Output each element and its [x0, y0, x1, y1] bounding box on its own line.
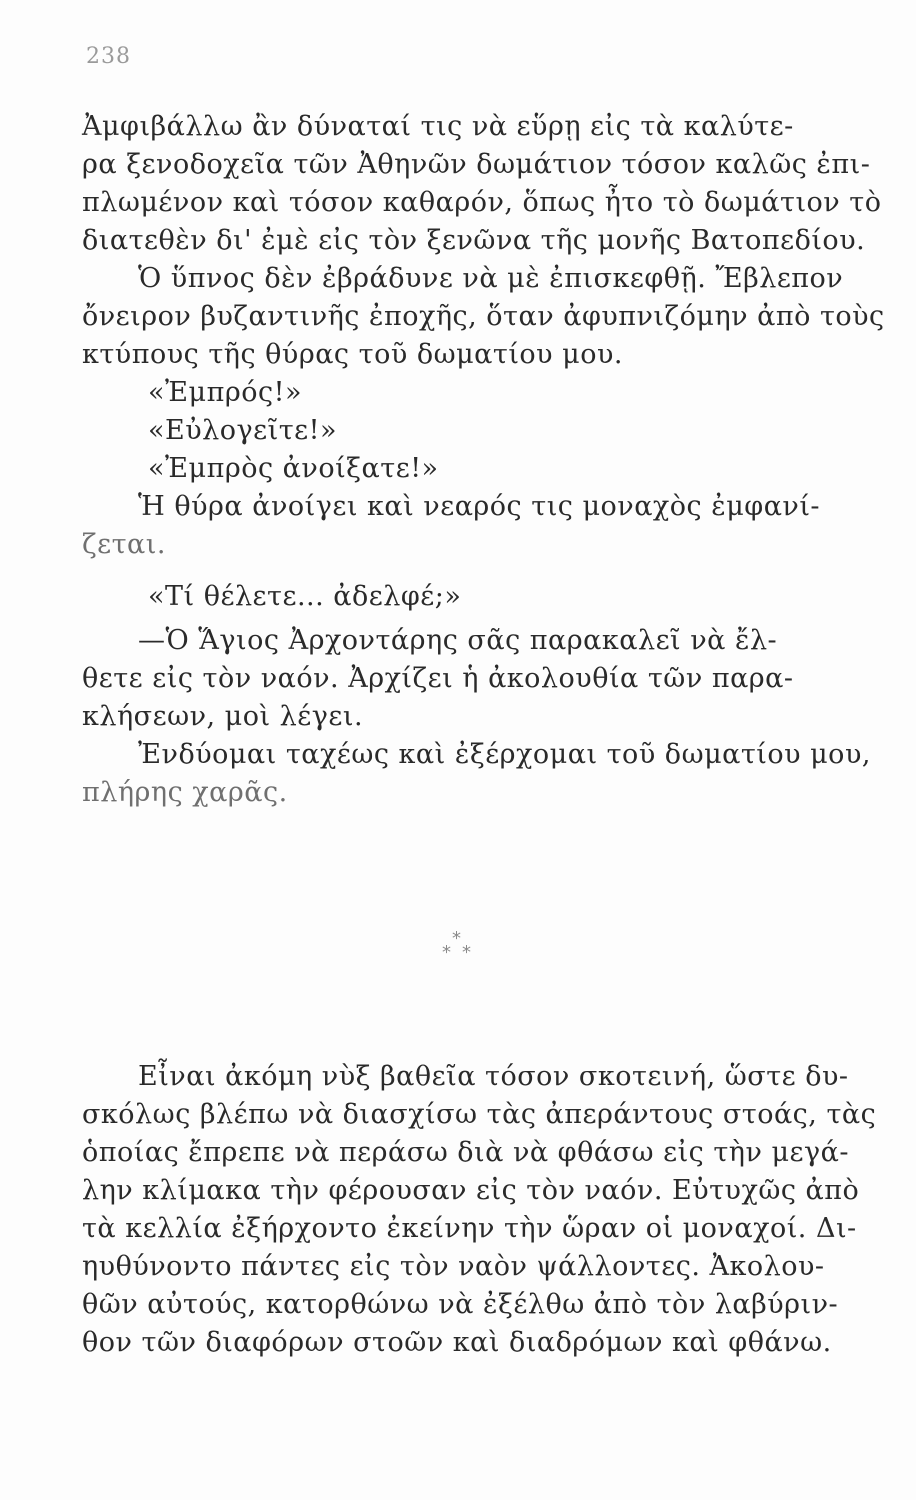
text-line: Ὁ ὕπνος δὲν ἐβράδυνε νὰ μὲ ἐπισκεφθῇ. Ἔβλεπον: [138, 263, 844, 294]
text-line: κτύπους τῆς θύρας τοῦ δωματίου μου.: [82, 339, 623, 370]
text-line: ρα ξενοδοχεῖα τῶν Ἀθηνῶν δωμάτιον τόσον καλῶς ἐπι-: [82, 149, 871, 180]
page-number: 238: [86, 44, 131, 69]
text-line: πλωμένον καὶ τόσον καθαρόν, ὅπως ἦτο τὸ δωμάτιον τὸ: [82, 187, 882, 218]
text-line: Ἐνδύομαι ταχέως καὶ ἐξέρχομαι τοῦ δωματίου μου,: [138, 739, 871, 770]
dialogue-line: «Εὐλογεῖτε!»: [148, 415, 338, 446]
dialogue-line: «Τί θέλετε... ἀδελφέ;»: [148, 581, 462, 612]
text-line: Ἀμφιβάλλω ἂν δύναταί τις νὰ εὕρῃ εἰς τὰ καλύτε-: [82, 111, 794, 142]
text-line: Εἶναι ἀκόμη νὺξ βαθεῖα τόσον σκοτεινή, ὥστε δυ-: [138, 1061, 849, 1092]
text-line: ὁποίας ἔπρεπε νὰ περάσω διὰ νὰ φθάσω εἰς τὴν μεγά-: [82, 1137, 850, 1168]
text-line: διατεθὲν δι' ἐμὲ εἰς τὸν ξενῶνα τῆς μονῆς Βατοπεδίου.: [82, 225, 866, 256]
text-line: Ἡ θύρα ἀνοίγει καὶ νεαρός τις μοναχὸς ἐμφανί-: [138, 491, 821, 522]
asterisk: *: [452, 928, 461, 949]
dialogue-line: «Ἐμπρὸς ἀνοίξατε!»: [148, 453, 439, 484]
text-line: ηυθύνοντο πάντες εἰς τὸν ναὸν ψάλλοντες. Ἀκολου-: [82, 1251, 825, 1282]
text-line: ζεται.: [82, 529, 166, 560]
text-line: θῶν αὐτούς, κατορθώνω νὰ ἐξέλθω ἀπὸ τὸν λαβύριν-: [82, 1289, 839, 1320]
dialogue-line: —Ὁ Ἅγιος Ἀρχοντάρης σᾶς παρακαλεῖ νὰ ἔλ-: [138, 625, 778, 656]
asterisk: *: [462, 942, 471, 963]
text-line: τὰ κελλία ἐξήρχοντο ἐκείνην τὴν ὥραν οἱ μοναχοί. Δι-: [82, 1213, 857, 1244]
asterisk: *: [442, 942, 451, 963]
text-line: σκόλως βλέπω νὰ διασχίσω τὰς ἀπεράντους στοάς, τὰς: [82, 1099, 877, 1130]
section-separator: [430, 928, 490, 968]
text-line: ὄνειρον βυζαντινῆς ἐποχῆς, ὅταν ἀφυπνιζόμην ἀπὸ τοὺς: [82, 301, 885, 332]
text-line: κλήσεων, μοὶ λέγει.: [82, 701, 364, 732]
dialogue-line: «Ἐμπρός!»: [148, 377, 302, 408]
text-line: θον τῶν διαφόρων στοῶν καὶ διαδρόμων καὶ φθάνω.: [82, 1327, 832, 1358]
text-line: θετε εἰς τὸν ναόν. Ἀρχίζει ἡ ἀκολουθία τῶν παρα-: [82, 663, 794, 694]
text-line: λην κλίμακα τὴν φέρουσαν εἰς τὸν ναόν. Εὐτυχῶς ἀπὸ: [82, 1175, 860, 1206]
text-line: πλήρης χαρᾶς.: [82, 777, 288, 808]
